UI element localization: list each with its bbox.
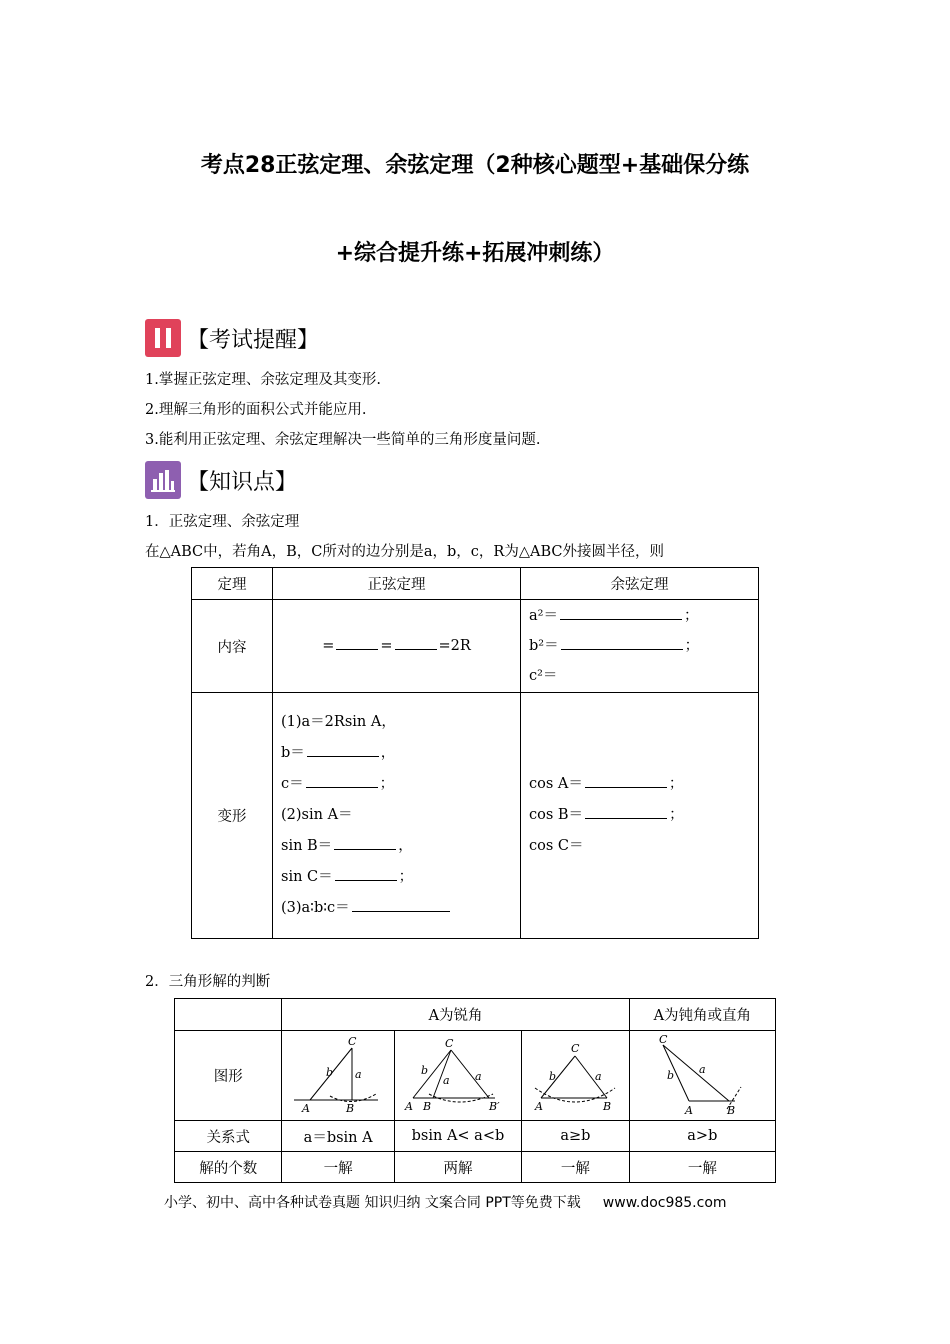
count-1: 一解 <box>282 1152 394 1183</box>
row-content-label: 内容 <box>192 600 273 693</box>
exam-reminder-heading: 【考试提醒】 <box>187 327 320 353</box>
svg-text:b: b <box>549 1069 557 1083</box>
count-2: 两解 <box>394 1152 521 1183</box>
svg-text:b: b <box>326 1065 334 1079</box>
reminder-item-2: 2.理解三角形的面积公式并能应用. <box>145 402 367 418</box>
solution-count-table <box>174 998 776 1183</box>
page-title-line1: 考点28正弦定理、余弦定理（2种核心题型+基础保分练 <box>200 153 750 178</box>
sine-content: = = =2R <box>273 600 521 693</box>
svg-text:b: b <box>667 1068 675 1082</box>
knowledge-item1-title: 1．正弦定理、余弦定理 <box>145 514 300 530</box>
relation-3: a≥b <box>522 1121 630 1152</box>
row-transform-label: 变形 <box>192 693 273 939</box>
exam-reminder-header <box>145 318 319 358</box>
svg-text:C: C <box>348 1035 357 1048</box>
count-4: 一解 <box>629 1152 775 1183</box>
reminder-item-1: 1.掌握正弦定理、余弦定理及其变形. <box>145 372 381 388</box>
knowledge-header <box>145 460 297 500</box>
figure-two-solutions <box>394 1031 521 1121</box>
svg-text:a: a <box>699 1062 706 1076</box>
th-obtuse: A为钝角或直角 <box>629 999 775 1031</box>
svg-text:a: a <box>474 1069 482 1083</box>
knowledge-item2-title: 2．三角形解的判断 <box>145 974 271 990</box>
svg-text:A: A <box>535 1099 544 1113</box>
svg-text:B: B <box>603 1099 612 1113</box>
figure-one-solution-ageb <box>522 1031 630 1121</box>
figure-one-solution-right <box>282 1031 394 1121</box>
footer-url[interactable]: www.doc985.com <box>602 1195 727 1211</box>
sine-transform: (1)a＝2Rsin A， b＝ ， c＝ ； (2)sin A＝ sin B＝ ， sin C＝ ； (3)a∶b∶c＝ <box>273 693 521 939</box>
knowledge-intro: 在△ABC中，若角A，B，C所对的边分别是a，b，c，R为△ABC外接圆半径，则 <box>145 544 664 560</box>
cosine-content: a²＝ ； b²＝ ； c²＝ <box>521 600 759 693</box>
row-figure-label: 图形 <box>175 1031 282 1121</box>
svg-text:C: C <box>444 1036 454 1050</box>
pause-icon <box>145 319 181 357</box>
th-sine: 正弦定理 <box>273 568 521 600</box>
svg-text:C: C <box>571 1041 580 1055</box>
svg-text:a: a <box>355 1067 362 1081</box>
figure-obtuse <box>629 1031 775 1121</box>
row-count-label: 解的个数 <box>175 1152 282 1183</box>
cosine-transform: cos A＝ ； cos B＝ ； cos C＝ <box>521 693 759 939</box>
relation-1: a＝bsin A <box>282 1121 394 1152</box>
relation-4: a>b <box>629 1121 775 1152</box>
svg-text:a: a <box>442 1073 450 1087</box>
th-empty <box>175 999 282 1031</box>
th-cosine: 余弦定理 <box>521 568 759 600</box>
th-theorem: 定理 <box>192 568 273 600</box>
svg-text:A: A <box>404 1099 413 1113</box>
reminder-item-3: 3.能利用正弦定理、余弦定理解决一些简单的三角形度量问题. <box>145 432 541 448</box>
svg-text:B: B <box>422 1099 432 1113</box>
footer <box>164 1192 727 1212</box>
theorem-table <box>191 567 759 939</box>
footer-text: 小学、初中、高中各种试卷真题 知识归纳 文案合同 PPT等免费下载 <box>164 1195 581 1211</box>
th-acute: A为锐角 <box>282 999 629 1031</box>
svg-text:b: b <box>420 1063 428 1077</box>
row-relation-label: 关系式 <box>175 1121 282 1152</box>
svg-text:B: B <box>346 1101 355 1115</box>
svg-text:B′: B′ <box>488 1099 500 1113</box>
bar-chart-icon <box>145 461 181 499</box>
count-3: 一解 <box>522 1152 630 1183</box>
page-title-line2: +综合提升练+拓展冲刺练） <box>335 241 615 266</box>
svg-text:A: A <box>302 1101 311 1115</box>
knowledge-heading: 【知识点】 <box>187 469 298 495</box>
svg-text:a: a <box>595 1069 602 1083</box>
svg-text:B: B <box>727 1103 736 1117</box>
svg-text:C: C <box>659 1034 668 1046</box>
relation-2: bsin A< a<b <box>394 1121 521 1152</box>
svg-text:A: A <box>685 1103 694 1117</box>
